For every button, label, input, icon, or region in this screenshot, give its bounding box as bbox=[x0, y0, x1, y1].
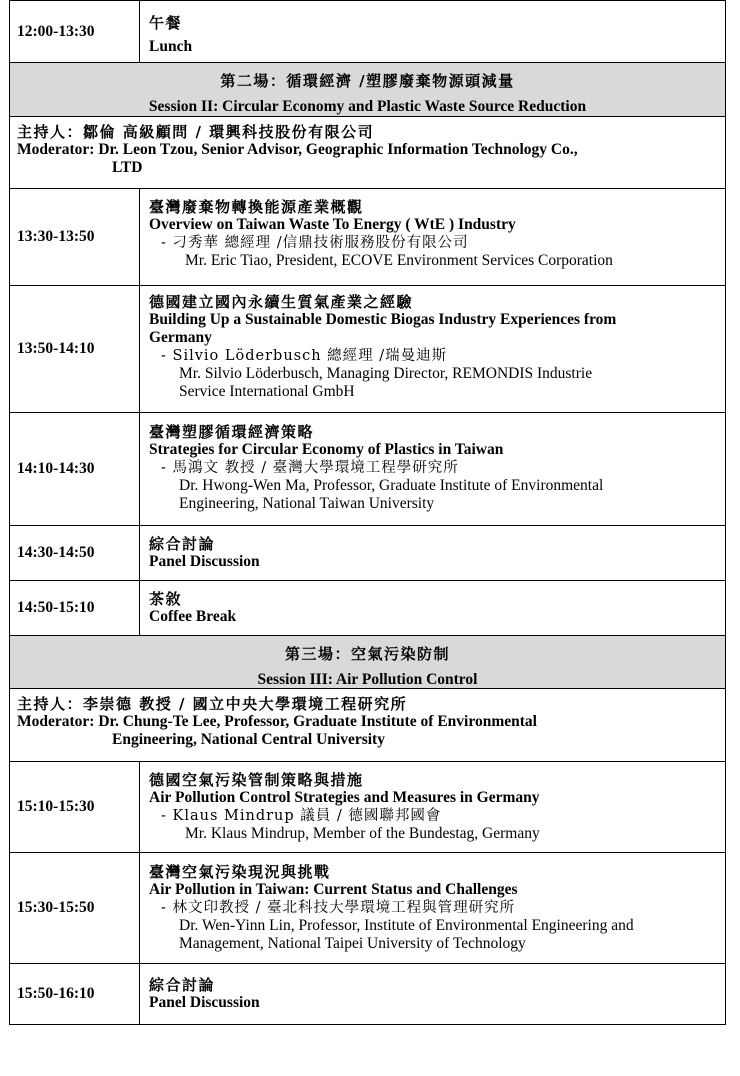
speaker-en-line1: Dr. Hwong-Wen Ma, Professor, Graduate Institute of Environmental bbox=[179, 477, 604, 494]
item-title-en: Overview on Taiwan Waste To Energy ( WtE ) Industry bbox=[149, 216, 516, 233]
item-cell bbox=[141, 413, 725, 525]
agenda-row-1430 bbox=[9, 526, 726, 581]
moderator-zh: 主持人：鄒倫 高級顧問 / 環興科技股份有限公司 bbox=[17, 123, 375, 141]
item-cell bbox=[141, 1, 725, 62]
time-cell: 15:10-15:30 bbox=[10, 762, 140, 852]
speaker-zh: - 林文印教授 / 臺北科技大學環境工程與管理研究所 bbox=[161, 900, 516, 916]
item-title-en: Air Pollution in Taiwan: Current Status and Challenges bbox=[149, 881, 518, 898]
speaker-zh: - 馬鴻文 教授 / 臺灣大學環境工程學研究所 bbox=[161, 460, 459, 476]
item-title-en: Lunch bbox=[149, 38, 193, 55]
session-header-2 bbox=[9, 63, 726, 117]
moderator-zh: 主持人：李崇德 教授 / 國立中央大學環境工程研究所 bbox=[17, 695, 408, 713]
time-cell: 14:10-14:30 bbox=[10, 413, 140, 525]
speaker-zh: - Silvio Löderbusch 總經理 /瑞曼迪斯 bbox=[161, 348, 448, 364]
item-title-zh: 臺灣空氣污染現況與挑戰 bbox=[149, 863, 331, 881]
speaker-en-line2: Engineering, National Taiwan University bbox=[179, 495, 435, 512]
agenda-row-1410 bbox=[9, 413, 726, 526]
item-cell bbox=[141, 964, 725, 1024]
item-title-zh: 德國空氣污染管制策略與措施 bbox=[149, 771, 364, 789]
moderator-row-3 bbox=[9, 689, 726, 762]
session-title-en: Session III: Air Pollution Control bbox=[257, 671, 478, 688]
session-title-en: Session II: Circular Economy and Plastic Waste Source Reduction bbox=[148, 98, 587, 115]
agenda-row-1450 bbox=[9, 581, 726, 636]
agenda-row-1530 bbox=[9, 853, 726, 964]
item-title-zh: 臺灣廢棄物轉換能源產業概觀 bbox=[149, 198, 364, 216]
time-cell: 12:00-13:30 bbox=[10, 1, 140, 62]
time-cell: 15:50-16:10 bbox=[10, 964, 140, 1024]
agenda-row-lunch bbox=[9, 0, 726, 63]
moderator-row-2 bbox=[9, 117, 726, 189]
item-title-zh: 茶敘 bbox=[149, 590, 183, 608]
item-title-en: Panel Discussion bbox=[149, 553, 260, 570]
agenda-row-1330 bbox=[9, 189, 726, 286]
item-cell bbox=[141, 286, 725, 412]
session-title-zh: 第二場：循環經濟 /塑膠廢棄物源頭減量 bbox=[220, 72, 515, 90]
moderator-en-line2: Engineering, National Central University bbox=[112, 731, 385, 748]
time-cell: 14:50-15:10 bbox=[10, 581, 140, 635]
item-cell bbox=[141, 581, 725, 635]
agenda-row-1550 bbox=[9, 964, 726, 1025]
item-title-zh: 綜合討論 bbox=[149, 535, 216, 553]
speaker-en-line2: Service International GmbH bbox=[179, 383, 355, 400]
item-cell bbox=[141, 762, 725, 852]
speaker-zh: - Klaus Mindrup 議員 / 德國聯邦國會 bbox=[161, 808, 442, 824]
moderator-en-line1: Moderator: Dr. Chung-Te Lee, Professor, Graduate Institute of Environmental bbox=[17, 713, 537, 730]
session-header-3 bbox=[9, 636, 726, 689]
moderator-en-line2: LTD bbox=[112, 159, 143, 176]
item-title-en: Air Pollution Control Strategies and Measures in Germany bbox=[149, 789, 540, 806]
time-cell: 13:50-14:10 bbox=[10, 286, 140, 412]
time-cell: 13:30-13:50 bbox=[10, 189, 140, 285]
item-title-zh: 臺灣塑膠循環經濟策略 bbox=[149, 423, 315, 441]
speaker-zh: - 刁秀華 總經理 /信鼎技術服務股份有限公司 bbox=[161, 235, 469, 251]
item-title-en-line2: Germany bbox=[149, 329, 212, 346]
item-cell bbox=[141, 526, 725, 580]
item-title-zh: 綜合討論 bbox=[149, 976, 216, 994]
item-cell bbox=[141, 853, 725, 963]
speaker-en-line1: Mr. Silvio Löderbusch, Managing Director, REMONDIS Industrie bbox=[179, 365, 593, 382]
speaker-en: Mr. Eric Tiao, President, ECOVE Environment Services Corporation bbox=[185, 252, 613, 269]
time-cell: 14:30-14:50 bbox=[10, 526, 140, 580]
item-title-en: Coffee Break bbox=[149, 608, 237, 625]
agenda-row-1510 bbox=[9, 762, 726, 853]
item-title-en: Strategies for Circular Economy of Plastics in Taiwan bbox=[149, 441, 504, 458]
agenda-row-1350 bbox=[9, 286, 726, 413]
item-title-zh: 午餐 bbox=[149, 14, 183, 32]
speaker-en: Mr. Klaus Mindrup, Member of the Bundestag, Germany bbox=[185, 825, 540, 842]
item-title-zh: 德國建立國內永續生質氣產業之經驗 bbox=[149, 293, 414, 311]
item-title-en: Panel Discussion bbox=[149, 994, 260, 1011]
session-title-zh: 第三場：空氣污染防制 bbox=[284, 645, 450, 663]
speaker-en-line1: Dr. Wen-Yinn Lin, Professor, Institute of Environmental Engineering and bbox=[179, 917, 634, 934]
time-cell: 15:30-15:50 bbox=[10, 853, 140, 963]
item-cell bbox=[141, 189, 725, 285]
moderator-en-line1: Moderator: Dr. Leon Tzou, Senior Advisor, Geographic Information Technology Co., bbox=[17, 141, 578, 158]
speaker-en-line2: Management, National Taipei University of Technology bbox=[179, 935, 526, 952]
item-title-en-line1: Building Up a Sustainable Domestic Biogas Industry Experiences from bbox=[149, 311, 617, 328]
